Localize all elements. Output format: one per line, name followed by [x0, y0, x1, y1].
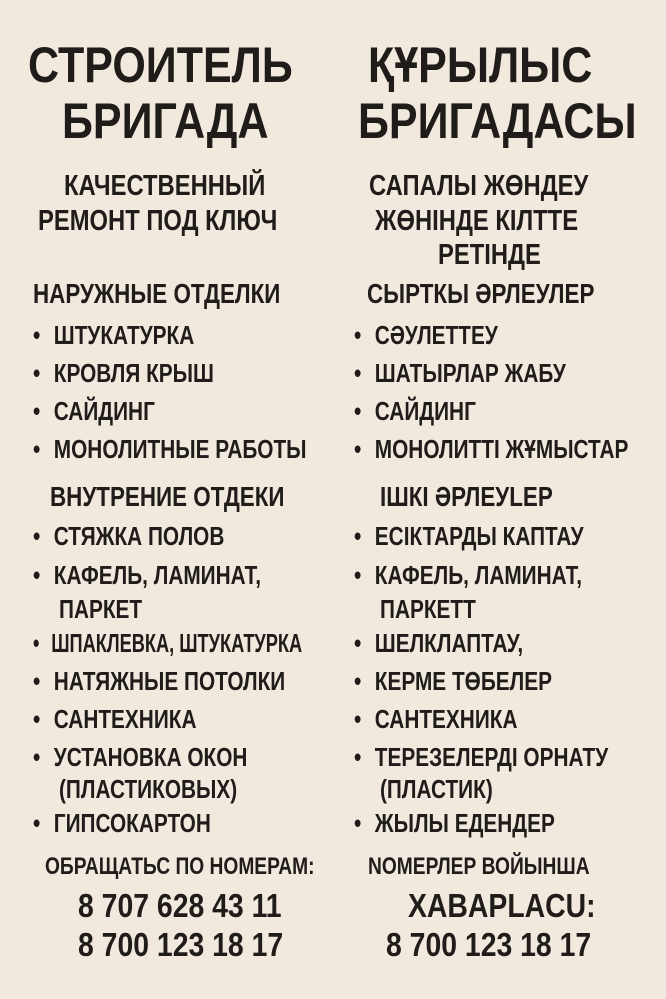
left-exterior-heading: НАРУЖНЫЕ ОТДЕЛКИ	[33, 278, 281, 309]
bullet: •	[33, 628, 40, 658]
left-interior-item: • СТЯЖКА ПОЛОВ	[33, 521, 225, 551]
left-phone-2: 8 700 123 18 17	[78, 926, 284, 963]
left-interior-item: • ГИПСОКАРТОН	[33, 808, 211, 838]
left-contact-label: ОБРАЩАТЬС ПО НОМЕРАМ:	[45, 853, 315, 880]
left-title-line1: СТРОИТЕЛЬ	[28, 37, 293, 93]
right-interior-item: • ЖЫЛЫ ЕДЕНДЕР	[354, 808, 555, 838]
right-subtitle-line1: САПАЛЫ ЖӨНДЕУ	[369, 170, 589, 202]
bullet: •	[33, 808, 41, 838]
right-interior-item: • КАФЕЛЬ, ЛАМИНАТ,	[354, 560, 583, 590]
bullet: •	[354, 704, 362, 734]
right-interior-item-continued: (ПЛАСТИК)	[380, 774, 493, 804]
left-subtitle-line1: КАЧЕСТВЕННЫЙ	[64, 170, 266, 202]
right-interior-item: • ТЕРЕЗЕЛЕРДІ ОРНАТУ	[354, 742, 609, 772]
right-interior-item: • ЕСІКТАРДЫ КАПТАУ	[354, 521, 584, 551]
right-subtitle-line2: ЖӨНІНДЕ КІЛТТЕ	[375, 205, 579, 237]
right-exterior-item: • СӘУЛЕТТЕУ	[354, 320, 498, 350]
right-interior-item: • ШЕЛКЛАПТАУ,	[354, 628, 524, 658]
bullet: •	[33, 704, 41, 734]
right-interior-item: • САНТЕХНИКА	[354, 704, 518, 734]
left-exterior-item: • ШТУКАТУРКА	[33, 320, 195, 350]
bullet: •	[33, 396, 41, 426]
left-exterior-item: • МОНОЛИТНЫЕ РАБОТЫ	[33, 434, 307, 464]
right-interior-item: • КЕРМЕ ТӨБЕЛЕР	[354, 666, 552, 696]
right-title-line2: БРИГАДАСЫ	[358, 93, 637, 149]
right-title-line1: ҚҰРЫЛЫС	[368, 37, 593, 93]
right-exterior-heading: СЫРТКЫ ӘРЛЕУЛЕР	[367, 278, 595, 309]
left-exterior-item: • САЙДИНГ	[33, 396, 155, 426]
left-title-line2: БРИГАДА	[62, 93, 269, 149]
left-interior-item: • ШПАКЛЕВКА, ШТУКАТУРКА	[33, 628, 303, 658]
right-exterior-item: • САЙДИНГ	[354, 396, 476, 426]
bullet: •	[354, 358, 362, 388]
right-contact-label-line1: NОМЕРЛЕР ВОЙЫНША	[368, 853, 590, 880]
left-interior-heading: ВНУТРЕНИЕ ОТДЕКИ	[50, 481, 285, 512]
bullet: •	[33, 320, 41, 350]
bullet: •	[354, 434, 362, 464]
left-interior-item-continued: ПАРКЕТ	[59, 594, 143, 624]
left-interior-item: • КАФЕЛЬ, ЛАМИНАТ,	[33, 560, 262, 590]
bullet: •	[354, 396, 362, 426]
right-interior-heading: ІШКІ ӘРЛЕУLЕР	[380, 481, 553, 512]
right-phone: 8 700 123 18 17	[386, 926, 592, 963]
bullet: •	[354, 320, 362, 350]
left-interior-item: • НАТЯЖНЫЕ ПОТОЛКИ	[33, 666, 286, 696]
left-interior-item-continued: (ПЛАСТИКОВЫХ)	[59, 774, 238, 804]
bullet: •	[33, 358, 41, 388]
bullet: •	[354, 666, 362, 696]
bullet: •	[33, 521, 41, 551]
right-contact-label-line2: XABAPLACU:	[408, 887, 596, 924]
bullet: •	[33, 560, 41, 590]
bullet: •	[354, 521, 362, 551]
left-phone-1: 8 707 628 43 11	[78, 887, 282, 924]
bullet: •	[354, 628, 362, 658]
bullet: •	[33, 434, 41, 464]
right-subtitle-line3: РЕТІНДЕ	[438, 239, 541, 271]
right-exterior-item: • ШАТЫРЛАР ЖАБУ	[354, 358, 566, 388]
right-exterior-item: • МОНОЛИТТІ ЖҰМЫСТАР	[354, 434, 629, 464]
left-interior-item: • САНТЕХНИКА	[33, 704, 197, 734]
bullet: •	[33, 666, 41, 696]
left-exterior-item: • КРОВЛЯ КРЫШ	[33, 358, 214, 388]
bullet: •	[354, 560, 362, 590]
bullet: •	[33, 742, 41, 772]
left-interior-item: • УСТАНОВКА ОКОН	[33, 742, 248, 772]
bullet: •	[354, 742, 362, 772]
right-interior-item-continued: ПАРКЕТТ	[380, 594, 476, 624]
bullet: •	[354, 808, 362, 838]
left-subtitle-line2: РЕМОНТ ПОД КЛЮЧ	[38, 205, 278, 237]
